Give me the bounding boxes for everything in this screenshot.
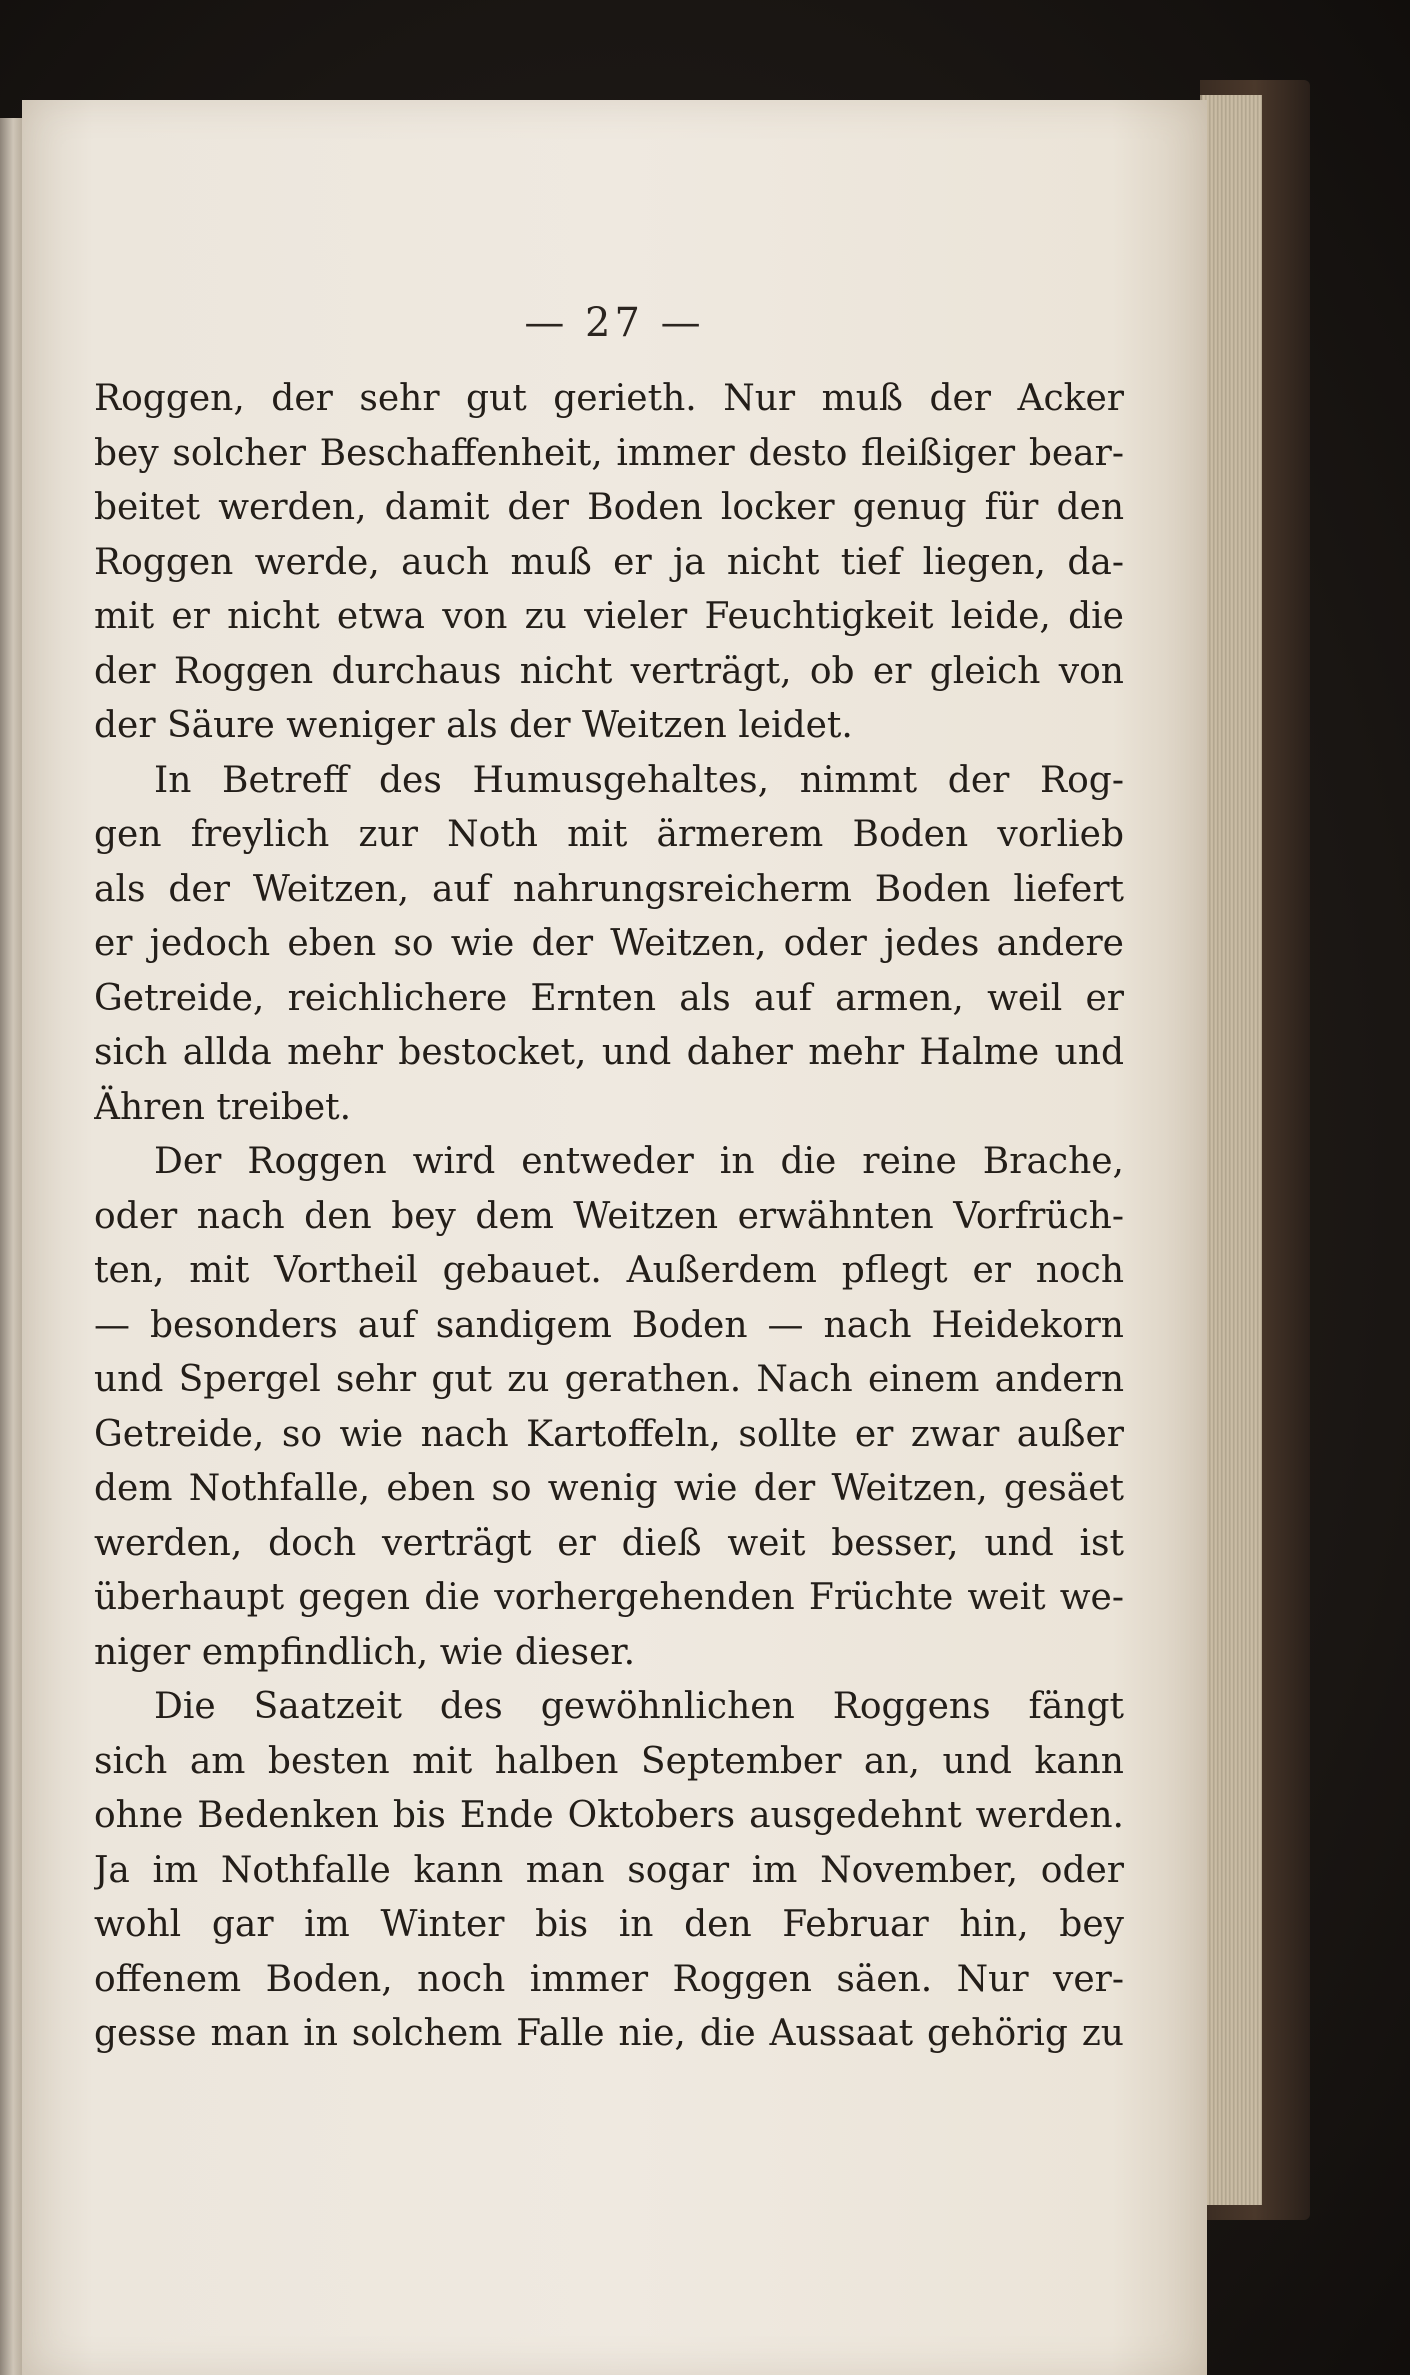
- text-line: sich am besten mit halben September an, und kann: [94, 1740, 1124, 1782]
- text-line: Getreide, so wie nach Kartoffeln, sollte er zwar außer: [94, 1413, 1124, 1455]
- text-line: bey solcher Beschaffenheit, immer desto fleißiger bear-: [94, 432, 1124, 474]
- text-line: — besonders auf sandigem Boden — nach Heidekorn: [94, 1304, 1124, 1346]
- text-line: und Spergel sehr gut zu gerathen. Nach einem andern: [94, 1359, 1124, 1400]
- text-line: als der Weitzen, auf nahrungsreicherm Boden liefert: [94, 868, 1124, 910]
- text-line: der Säure weniger als der Weitzen leidet.: [94, 705, 853, 746]
- text-line: überhaupt gegen die vorhergehenden Früchte weit we-: [94, 1577, 1124, 1618]
- text-line: beitet werden, damit der Boden locker genug für den: [94, 487, 1124, 528]
- text-line: Getreide, reichlichere Ernten als auf armen, weil er: [94, 977, 1124, 1019]
- text-line: er jedoch eben so wie der Weitzen, oder jedes andere: [94, 923, 1124, 964]
- page-text: [94, 372, 1124, 2062]
- text-line: wohl gar im Winter bis in den Februar hin, bey: [94, 1904, 1124, 1945]
- page-block-edge: [1200, 95, 1262, 2205]
- text-line: Der Roggen wird entweder in die reine Brache,: [154, 1141, 1124, 1182]
- text-line: ohne Bedenken bis Ende Oktobers ausgedehnt werden.: [94, 1795, 1124, 1836]
- text-line: gen freylich zur Noth mit ärmerem Boden vorlieb: [94, 814, 1124, 855]
- text-line: ten, mit Vortheil gebauet. Außerdem pflegt er noch: [94, 1250, 1124, 1291]
- text-line: Ähren treibet.: [94, 1086, 352, 1128]
- text-line: sich allda mehr bestocket, und daher mehr Halme und: [94, 1032, 1124, 1073]
- text-line: offenem Boden, noch immer Roggen säen. Nur ver-: [94, 1958, 1124, 2000]
- text-line: gesse man in solchem Falle nie, die Aussaat gehörig zu: [94, 2013, 1124, 2054]
- text-line: Roggen werde, auch muß er ja nicht tief liegen, da-: [94, 541, 1124, 583]
- text-line: werden, doch verträgt er dieß weit besser, und ist: [94, 1522, 1124, 1564]
- text-line: dem Nothfalle, eben so wenig wie der Weitzen, gesäet: [94, 1468, 1124, 1509]
- text-line: mit er nicht etwa von zu vieler Feuchtigkeit leide, die: [94, 596, 1124, 637]
- text-line: Ja im Nothfalle kann man sogar im November, oder: [94, 1849, 1124, 1891]
- page-number: — 27 —: [524, 300, 705, 346]
- text-line: Die Saatzeit des gewöhnlichen Roggens fängt: [154, 1686, 1124, 1727]
- text-line: der Roggen durchaus nicht verträgt, ob er gleich von: [94, 650, 1124, 692]
- text-line: niger empfindlich, wie dieser.: [94, 1631, 636, 1673]
- text-line: Roggen, der sehr gut gerieth. Nur muß der Acker: [94, 378, 1124, 419]
- book-page: [22, 100, 1207, 2375]
- text-line: In Betreff des Humusgehaltes, nimmt der Rog-: [154, 759, 1124, 801]
- text-line: oder nach den bey dem Weitzen erwähnten Vorfrüch-: [94, 1195, 1124, 1237]
- facing-page-edge: [0, 118, 22, 2375]
